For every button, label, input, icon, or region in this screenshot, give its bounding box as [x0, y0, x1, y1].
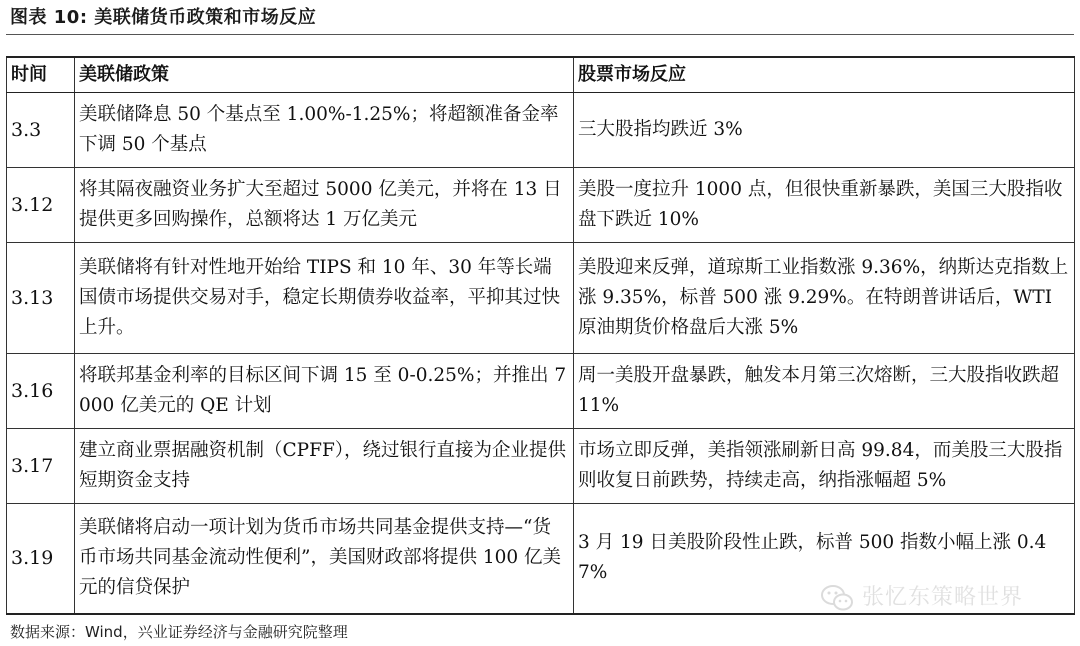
table-row: [7, 243, 1075, 354]
header-reaction: 股票市场反应: [574, 57, 1075, 93]
row-time: 3.3: [7, 93, 75, 168]
table-row: [7, 168, 1075, 243]
wechat-icon: [820, 584, 854, 612]
figure-title: 图表 10: 美联储货币政策和市场反应: [10, 7, 317, 28]
row-policy: 美联储降息 50 个基点至 1.00%-1.25%；将超额准备金率下调 50 个基点: [75, 93, 574, 168]
row-reaction: 三大股指均跌近 3%: [574, 93, 1075, 168]
row-policy: 将联邦基金利率的目标区间下调 15 至 0-0.25%；并推出 7000 亿美元的 QE 计划: [75, 354, 574, 429]
row-policy: 将其隔夜融资业务扩大至超过 5000 亿美元，并将在 13 日提供更多回购操作，总额将达 1 万亿美元: [75, 168, 574, 243]
row-policy: 建立商业票据融资机制（CPFF），绕过银行直接为企业提供短期资金支持: [75, 429, 574, 504]
table-row: [7, 354, 1075, 429]
header-policy: 美联储政策: [75, 57, 574, 93]
row-reaction: 美股迎来反弹，道琼斯工业指数涨 9.36%，纳斯达克指数上涨 9.35%，标普 500 涨 9.29%。在特朗普讲话后，WTI 原油期货价格盘后大涨 5%: [574, 243, 1075, 354]
row-time: 3.19: [7, 504, 75, 614]
row-time: 3.17: [7, 429, 75, 504]
watermark: [820, 580, 1023, 616]
watermark-text: 张忆东策略世界: [862, 585, 1024, 610]
row-policy: 美联储将启动一项计划为货币市场共同基金提供支持—“货币市场共同基金流动性便利”，美国财政部将提供 100 亿美元的信贷保护: [75, 504, 574, 614]
row-policy: 美联储将有针对性地开始给 TIPS 和 10 年、30 年等长端国债市场提供交易对手，稳定长期债券收益率，平抑其过快上升。: [75, 243, 574, 354]
row-reaction: 市场立即反弹，美指领涨刷新日高 99.84，而美股三大股指则收复日前跌势，持续走高，纳指涨幅超 5%: [574, 429, 1075, 504]
source-note: 数据来源：Wind，兴业证券经济与金融研究院整理: [10, 623, 348, 641]
header-time: 时间: [7, 57, 75, 93]
row-reaction: 美股一度拉升 1000 点，但很快重新暴跌，美国三大股指收盘下跌近 10%: [574, 168, 1075, 243]
policy-table: [6, 56, 1075, 615]
table-row: [7, 429, 1075, 504]
table-row: [7, 93, 1075, 168]
row-reaction: 3 月 19 日美股阶段性止跌，标普 500 指数小幅上涨 0.47%: [574, 504, 1075, 614]
row-time: 3.13: [7, 243, 75, 354]
table-header-row: [7, 57, 1075, 93]
row-reaction: 周一美股开盘暴跌，触发本月第三次熔断，三大股指收跌超 11%: [574, 354, 1075, 429]
row-time: 3.12: [7, 168, 75, 243]
title-divider: [6, 34, 1074, 35]
row-time: 3.16: [7, 354, 75, 429]
